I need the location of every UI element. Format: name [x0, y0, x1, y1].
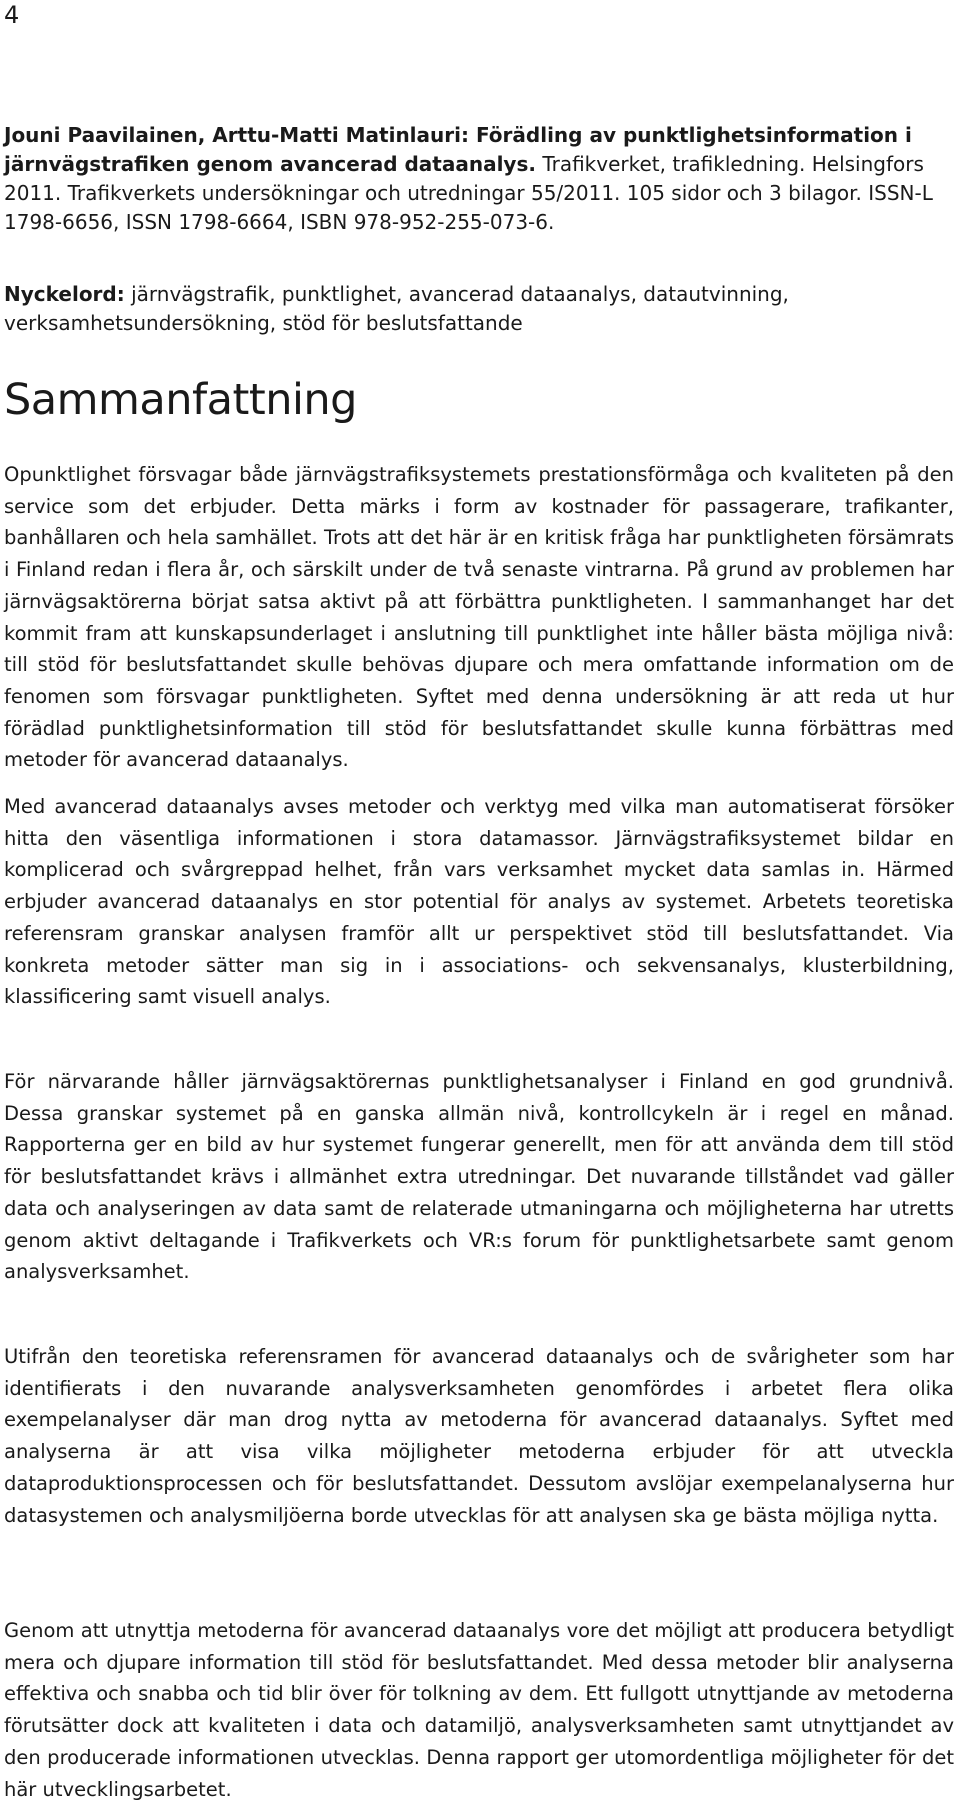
- body-paragraph: Opunktlighet försvagar både järnvägstrafiksystemets prestationsförmåga och kvaliteten på den service som det erbjuder. Detta märks i form av kostnader för passagerare, trafikanter, banhållaren och hela samhället. Trots att det här är en kritisk fråga har punktligheten försämrats i Finland redan i flera år, och särskilt under de två senaste vintrarna. På grund av problemen har järnvägsaktörerna börjat satsa aktivt på att förbättra punktligheten. I sammanhanget har det kommit fram att kunskapsunderlaget i anslutning till punktlighet inte håller bästa möjliga nivå: till stöd för beslutsfattandet skulle behövas djupare och mera omfattande information om de fenomen som försvagar punktligheten. Syftet med denna undersökning är att reda ut hur förädlad punktlighetsinformation till stöd för beslutsfattandet skulle kunna förbättras med metoder för avancerad dataanalys.: [4, 463, 954, 772]
- keywords-label: Nyckelord:: [4, 282, 125, 306]
- citation-authors-title: Jouni Paavilainen, Arttu-Matti Matinlauri: Förädling av punktlighetsinformation i järnvägstrafiken genom avancerad dataanalys.: [4, 123, 912, 176]
- body-paragraph: Med avancerad dataanalys avses metoder och verktyg med vilka man automatiserat försöker hitta den väsentliga informationen i stora datamassor. Järnvägstrafiksystemet bildar en komplicerad och svårgreppad helhet, från vars verksamhet mycket data samlas in. Härmed erbjuder avancerad dataanalys en stor potential för analys av systemet. Arbetets teoretiska referensram granskar analysen framför allt ur perspektivet stöd till beslutsfattandet. Via konkreta metoder sätter man sig in i associations- och sekvensanalys, klusterbildning, klassificering samt visuell analys.: [4, 795, 954, 1009]
- bibliographic-citation: [4, 121, 954, 237]
- keywords-text: järnvägstrafik, punktlighet, avancerad dataanalys, datautvinning, verksamhetsundersökning, stöd för beslutsfattande: [4, 282, 789, 335]
- body-paragraph: Genom att utnyttja metoderna för avancerad dataanalys vore det möjligt att producera betydligt mera och djupare information till stöd för beslutsfattandet. Med dessa metoder blir analyserna effektiva och snabba och tid blir över för tolkning av dem. Ett fullgott utnyttjande av metoderna förutsätter dock att kvaliteten i data och datamiljö, analysverksamheten samt utnyttjandet av den producerade informationen utvecklas. Denna rapport ger utomordentliga möjligheter för det här utvecklingsarbetet.: [4, 1619, 954, 1801]
- keywords: [4, 280, 954, 338]
- page-number: 4: [4, 1, 20, 29]
- body-paragraph: Utifrån den teoretiska referensramen för avancerad dataanalys och de svårigheter som har identifierats i den nuvarande analysverksamheten genomfördes i arbetet flera olika exempelanalyser där man drog nytta av metoderna för avancerad dataanalys. Syftet med analyserna är att visa vilka möjligheter metoderna erbjuder för att utveckla dataproduktionsprocessen och för beslutsfattandet. Dessutom avslöjar exempelanalyserna hur datasystemen och analysmiljöerna borde utvecklas för att analysen ska ge bästa möjliga nytta.: [4, 1345, 954, 1527]
- body-paragraph: För närvarande håller järnvägsaktörernas punktlighetsanalyser i Finland en god grundnivå. Dessa granskar systemet på en ganska allmän nivå, kontrollcykeln är i regel en månad. Rapporterna ger en bild av hur systemet fungerar generellt, men för att använda dem till stöd för beslutsfattandet krävs i allmänhet extra utredningar. Det nuvarande tillståndet vad gäller data och analyseringen av data samt de relaterade utmaningarna och möjligheterna har utretts genom aktivt deltagande i Trafikverkets och VR:s forum för punktlighetsarbete samt genom analysverksamhet.: [4, 1070, 954, 1284]
- citation-details: Trafikverket, trafikledning. Helsingfors 2011. Trafikverkets undersökningar och utredningar 55/2011. 105 sidor och 3 bilagor. ISSN-L 1798-6656, ISSN 1798-6664, ISBN 978-952-255-073-6.: [4, 152, 933, 234]
- section-heading: Sammanfattning: [4, 375, 357, 425]
